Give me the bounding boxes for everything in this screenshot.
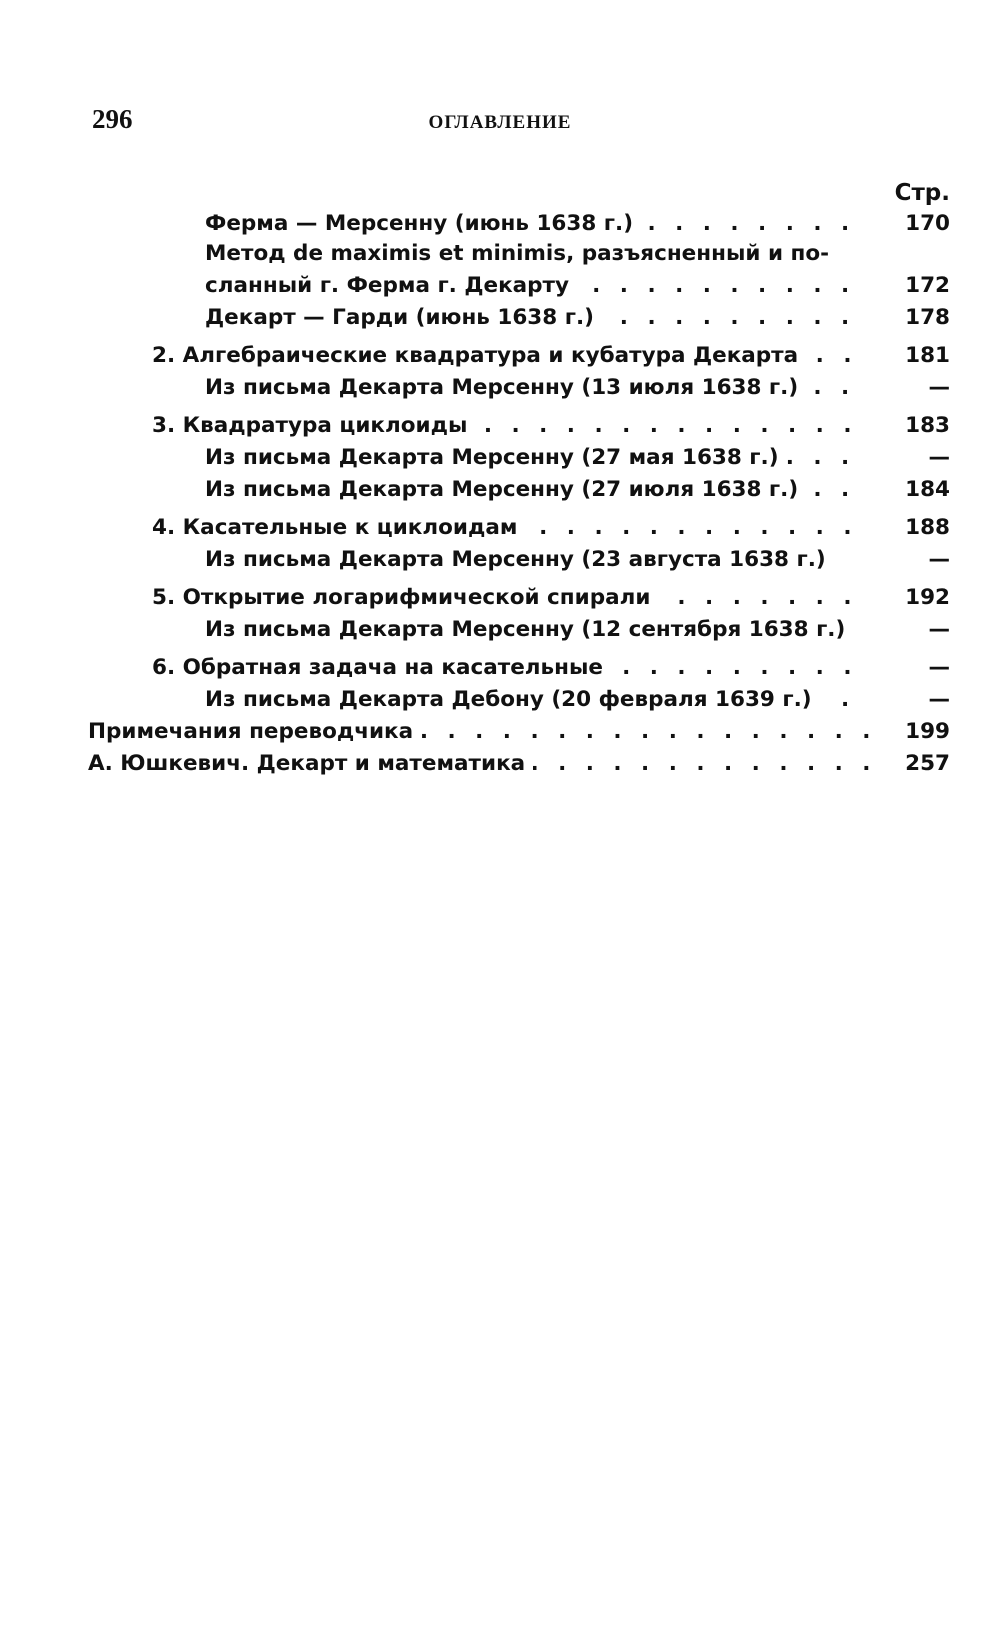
toc-entry bbox=[0, 340, 1000, 372]
toc-entry-page: 192 bbox=[905, 585, 950, 610]
toc-entry-text: Декарт — Гарди (июнь 1638 г.) bbox=[205, 305, 602, 330]
toc-entry bbox=[0, 544, 1000, 576]
toc-entry-text: 3. Квадратура циклоиды bbox=[152, 413, 475, 438]
toc-entry-page: 184 bbox=[905, 477, 950, 502]
toc-entry-text: Из письма Декарта Мерсенну (12 сентября 1638 г.) bbox=[205, 617, 853, 642]
toc-entry bbox=[0, 652, 1000, 684]
running-head: ОГЛАВЛЕНИЕ bbox=[428, 112, 572, 133]
toc-entry-text: сланный г. Ферма г. Декарту bbox=[205, 273, 577, 298]
toc-entry bbox=[0, 208, 1000, 240]
toc-entry bbox=[0, 716, 1000, 748]
toc-entry bbox=[0, 512, 1000, 544]
toc-entry-page: 188 bbox=[905, 515, 950, 540]
toc-entry-page: — bbox=[928, 445, 950, 470]
toc-entry-page bbox=[870, 238, 950, 270]
toc-entry-text: 4. Касательные к циклоидам bbox=[152, 515, 525, 540]
toc-entry-text: 6. Обратная задача на касательные bbox=[152, 655, 611, 680]
toc-entry-text: Из письма Декарта Дебону (20 февраля 1639 г.) bbox=[205, 687, 820, 712]
toc-entry bbox=[0, 582, 1000, 614]
toc-entry-text: Из письма Декарта Мерсенну (27 мая 1638 г.) bbox=[205, 445, 787, 470]
toc-entry-page: 183 bbox=[905, 413, 950, 438]
toc-entry-text: 5. Открытие логарифмической спирали bbox=[152, 585, 658, 610]
page-number: 296 bbox=[92, 104, 133, 134]
toc-entry bbox=[0, 442, 1000, 474]
toc-entry-page: — bbox=[928, 375, 950, 400]
toc-entry bbox=[0, 372, 1000, 404]
toc-entry-page: 181 bbox=[905, 343, 950, 368]
toc-entry-page: — bbox=[928, 617, 950, 642]
toc-entry bbox=[0, 302, 1000, 334]
toc-entry-text: А. Юшкевич. Декарт и математика bbox=[88, 751, 533, 776]
toc-entry-text: Из письма Декарта Мерсенну (13 июля 1638 г.) bbox=[205, 375, 806, 400]
toc-entry-text: Из письма Декарта Мерсенну (27 июля 1638 г.) bbox=[205, 477, 806, 502]
toc-entry-page: 199 bbox=[905, 719, 950, 744]
toc-entry bbox=[0, 684, 1000, 716]
toc-entry-page: 172 bbox=[905, 273, 950, 298]
toc-entry-page: — bbox=[928, 687, 950, 712]
toc-entry-text: Примечания переводчика bbox=[88, 719, 421, 744]
page-column-label: Стр. bbox=[894, 180, 950, 206]
toc-entry-page: 170 bbox=[905, 211, 950, 236]
toc-entry bbox=[0, 474, 1000, 506]
toc-entry-page: 178 bbox=[905, 305, 950, 330]
toc-entry bbox=[0, 410, 1000, 442]
toc-entry-text: Ферма — Мерсенну (июнь 1638 г.) bbox=[205, 211, 641, 236]
toc-entry-text: Из письма Декарта Мерсенну (23 августа 1638 г.) bbox=[205, 547, 834, 572]
toc-entry-text: 2. Алгебраические квадратура и кубатура Декарта bbox=[152, 343, 806, 368]
toc-entry-page: 257 bbox=[905, 751, 950, 776]
toc-entry-page: — bbox=[928, 655, 950, 680]
toc-entry-page: — bbox=[928, 547, 950, 572]
toc-entry bbox=[0, 614, 1000, 646]
toc-entry-text: Метод de maximis et minimis, разъясненный и по- bbox=[205, 241, 837, 266]
toc-entry bbox=[0, 748, 1000, 780]
toc-entry bbox=[0, 238, 1000, 270]
toc-entry bbox=[0, 270, 1000, 302]
